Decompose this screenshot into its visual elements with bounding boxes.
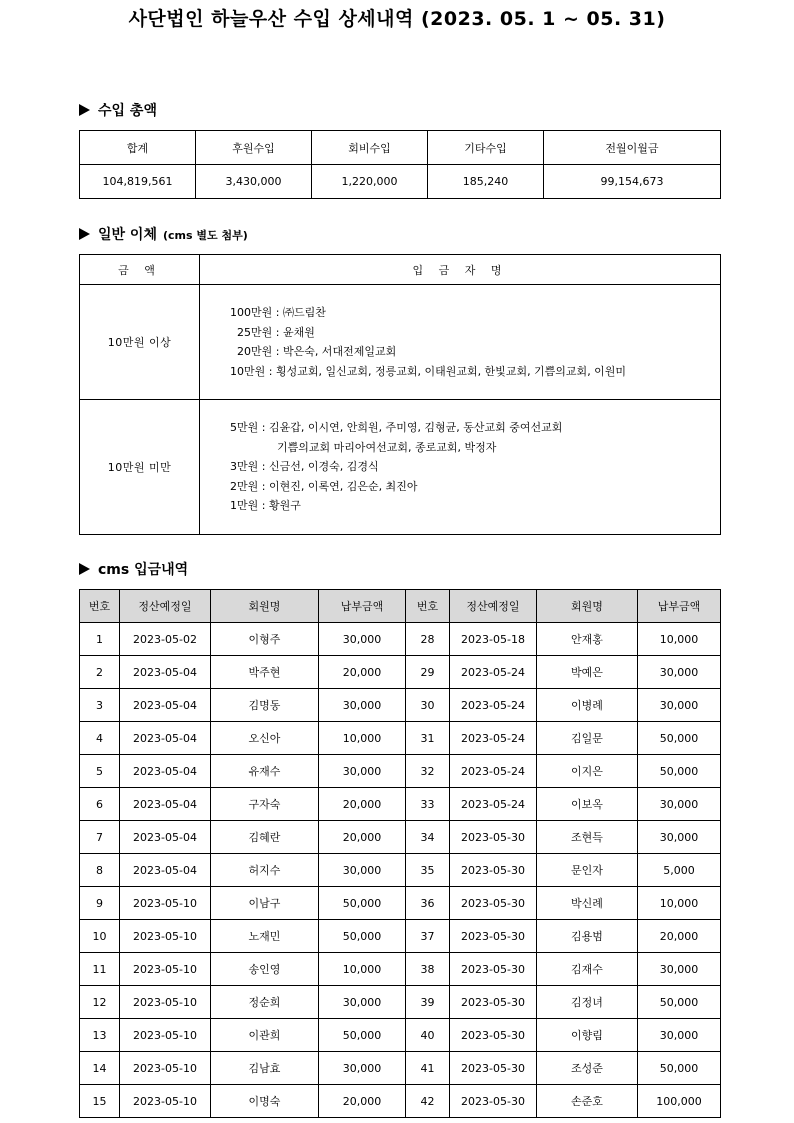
cms-header-cell: 납부금액 xyxy=(319,590,406,623)
table-cell: 2023-05-30 xyxy=(450,1085,537,1118)
general-row xyxy=(80,400,721,535)
table-cell: 안재홍 xyxy=(537,623,638,656)
summary-value-cell: 104,819,561 xyxy=(80,165,196,199)
table-cell: 15 xyxy=(80,1085,120,1118)
table-cell: 박신례 xyxy=(537,887,638,920)
table-cell: 이향림 xyxy=(537,1019,638,1052)
section-note: (cms 별도 첨부) xyxy=(162,229,248,242)
table-cell: 2023-05-30 xyxy=(450,986,537,1019)
table-cell: 10,000 xyxy=(638,623,721,656)
cms-header-cell: 정산예정일 xyxy=(120,590,211,623)
table-cell: 31 xyxy=(406,722,450,755)
table-cell: 30,000 xyxy=(319,689,406,722)
summary-value-cell: 99,154,673 xyxy=(544,165,721,199)
table-cell: 송인영 xyxy=(211,953,319,986)
table-cell: 이지은 xyxy=(537,755,638,788)
table-cell: 20,000 xyxy=(319,821,406,854)
table-cell: 2023-05-30 xyxy=(450,953,537,986)
table-cell: 구자숙 xyxy=(211,788,319,821)
cms-header-cell: 번호 xyxy=(406,590,450,623)
general-header-cell: 금 액 xyxy=(80,255,200,285)
table-cell: 2023-05-24 xyxy=(450,656,537,689)
table-cell: 2023-05-30 xyxy=(450,1052,537,1085)
table-cell: 5,000 xyxy=(638,854,721,887)
table-cell: 10,000 xyxy=(319,722,406,755)
table-row xyxy=(80,887,721,920)
table-cell: 문인자 xyxy=(537,854,638,887)
table-cell: 20,000 xyxy=(319,656,406,689)
summary-value-cell: 1,220,000 xyxy=(312,165,428,199)
table-cell: 30,000 xyxy=(638,689,721,722)
table-cell: 12 xyxy=(80,986,120,1019)
table-cell: 2023-05-10 xyxy=(120,1019,211,1052)
cms-header-cell: 회원명 xyxy=(537,590,638,623)
table-cell: 2023-05-24 xyxy=(450,689,537,722)
table-cell: 34 xyxy=(406,821,450,854)
table-cell: 1 xyxy=(80,623,120,656)
table-cell: 28 xyxy=(406,623,450,656)
table-cell: 정순희 xyxy=(211,986,319,1019)
table-cell: 50,000 xyxy=(319,887,406,920)
table-row xyxy=(80,689,721,722)
table-cell: 30,000 xyxy=(638,821,721,854)
table-cell: 2023-05-24 xyxy=(450,755,537,788)
table-row xyxy=(80,1085,721,1118)
table-cell: 37 xyxy=(406,920,450,953)
table-cell: 이관희 xyxy=(211,1019,319,1052)
table-cell: 김정녀 xyxy=(537,986,638,1019)
donor-line: 1만원 : 황원구 xyxy=(230,499,301,513)
general-header-cell: 입 금 자 명 xyxy=(200,255,721,285)
table-cell: 2023-05-30 xyxy=(450,887,537,920)
table-cell: 6 xyxy=(80,788,120,821)
table-cell: 32 xyxy=(406,755,450,788)
table-row xyxy=(80,920,721,953)
table-cell: 2023-05-10 xyxy=(120,986,211,1019)
general-names-cell xyxy=(200,400,721,535)
table-cell: 2023-05-04 xyxy=(120,755,211,788)
table-cell: 이명숙 xyxy=(211,1085,319,1118)
table-cell: 김일문 xyxy=(537,722,638,755)
general-row xyxy=(80,285,721,400)
donor-line: 20만원 : 박은숙, 서대전제일교회 xyxy=(230,345,397,358)
table-cell: 2023-05-04 xyxy=(120,821,211,854)
section-heading-general xyxy=(79,224,248,244)
general-amount-cell: 10만원 이상 xyxy=(80,285,200,400)
table-cell: 20,000 xyxy=(638,920,721,953)
table-cell: 33 xyxy=(406,788,450,821)
table-cell: 20,000 xyxy=(319,788,406,821)
table-cell: 30,000 xyxy=(319,755,406,788)
section-title: 수입 총액 xyxy=(98,103,157,119)
summary-header-cell: 합계 xyxy=(80,131,196,165)
table-cell: 이남구 xyxy=(211,887,319,920)
table-cell: 7 xyxy=(80,821,120,854)
table-cell: 2 xyxy=(80,656,120,689)
table-cell: 3 xyxy=(80,689,120,722)
table-cell: 10,000 xyxy=(638,887,721,920)
general-names-cell xyxy=(200,285,721,400)
table-cell: 허지수 xyxy=(211,854,319,887)
table-cell: 10,000 xyxy=(319,953,406,986)
table-cell: 36 xyxy=(406,887,450,920)
table-cell: 2023-05-18 xyxy=(450,623,537,656)
table-cell: 박주현 xyxy=(211,656,319,689)
table-cell: 2023-05-10 xyxy=(120,920,211,953)
donor-line: 5만원 : 김윤갑, 이시연, 안희원, 주미영, 김형균, 동산교회 중여선교회 xyxy=(230,421,563,435)
section-title: cms 입금내역 xyxy=(98,562,189,578)
table-cell: 오신아 xyxy=(211,722,319,755)
table-cell: 2023-05-04 xyxy=(120,656,211,689)
donor-line: 10만원 : 횡성교회, 일신교회, 정릉교회, 이태원교회, 한빛교회, 기쁨의교회, 이원미 xyxy=(230,364,627,378)
summary-header-cell: 회비수입 xyxy=(312,131,428,165)
table-cell: 35 xyxy=(406,854,450,887)
table-cell: 10 xyxy=(80,920,120,953)
table-cell: 김혜란 xyxy=(211,821,319,854)
donor-line: 2만원 : 이현진, 이록연, 김은순, 최진아 xyxy=(230,479,418,493)
table-cell: 41 xyxy=(406,1052,450,1085)
table-cell: 11 xyxy=(80,953,120,986)
table-cell: 30,000 xyxy=(319,854,406,887)
table-cell: 김용범 xyxy=(537,920,638,953)
table-cell: 김재수 xyxy=(537,953,638,986)
cms-header-cell: 납부금액 xyxy=(638,590,721,623)
table-cell: 2023-05-30 xyxy=(450,920,537,953)
section-heading-cms xyxy=(79,559,188,579)
page-title: 사단법인 하늘우산 수입 상세내역 (2023. 05. 1 ~ 05. 31) xyxy=(128,8,666,30)
table-cell: 29 xyxy=(406,656,450,689)
table-cell: 5 xyxy=(80,755,120,788)
triangle-bullet-icon xyxy=(79,104,90,116)
table-cell: 2023-05-10 xyxy=(120,953,211,986)
summary-header-row xyxy=(80,131,721,165)
table-cell: 박예은 xyxy=(537,656,638,689)
table-cell: 2023-05-04 xyxy=(120,689,211,722)
table-cell: 30,000 xyxy=(638,656,721,689)
table-cell: 30,000 xyxy=(638,788,721,821)
table-row xyxy=(80,656,721,689)
summary-table xyxy=(79,130,721,199)
table-cell: 2023-05-10 xyxy=(120,1085,211,1118)
table-cell: 2023-05-10 xyxy=(120,887,211,920)
table-cell: 2023-05-30 xyxy=(450,821,537,854)
table-row xyxy=(80,854,721,887)
table-cell: 9 xyxy=(80,887,120,920)
table-row xyxy=(80,755,721,788)
table-cell: 김명동 xyxy=(211,689,319,722)
cms-header-cell: 정산예정일 xyxy=(450,590,537,623)
table-cell: 2023-05-04 xyxy=(120,722,211,755)
table-cell: 이형주 xyxy=(211,623,319,656)
table-cell: 이병례 xyxy=(537,689,638,722)
table-cell: 38 xyxy=(406,953,450,986)
donor-line: 25만원 : 윤채원 xyxy=(230,325,315,339)
table-cell: 20,000 xyxy=(319,1085,406,1118)
table-cell: 50,000 xyxy=(638,1052,721,1085)
table-cell: 4 xyxy=(80,722,120,755)
table-cell: 40 xyxy=(406,1019,450,1052)
table-cell: 2023-05-30 xyxy=(450,1019,537,1052)
cms-header-row xyxy=(80,590,721,623)
table-cell: 조성준 xyxy=(537,1052,638,1085)
table-cell: 2023-05-24 xyxy=(450,788,537,821)
table-row xyxy=(80,1052,721,1085)
table-cell: 2023-05-24 xyxy=(450,722,537,755)
table-cell: 유재수 xyxy=(211,755,319,788)
table-cell: 50,000 xyxy=(638,755,721,788)
table-cell: 노재민 xyxy=(211,920,319,953)
table-cell: 2023-05-02 xyxy=(120,623,211,656)
table-row xyxy=(80,1019,721,1052)
donor-line: 기쁨의교회 마리아여선교회, 종로교회, 박정자 xyxy=(277,440,497,454)
cms-header-cell: 번호 xyxy=(80,590,120,623)
table-cell: 30,000 xyxy=(319,623,406,656)
table-row xyxy=(80,953,721,986)
table-row xyxy=(80,623,721,656)
summary-value-cell: 3,430,000 xyxy=(196,165,312,199)
general-amount-cell: 10만원 미만 xyxy=(80,400,200,535)
summary-header-cell: 후원수입 xyxy=(196,131,312,165)
table-cell: 100,000 xyxy=(638,1085,721,1118)
table-cell: 8 xyxy=(80,854,120,887)
table-cell: 2023-05-30 xyxy=(450,854,537,887)
table-cell: 30,000 xyxy=(638,1019,721,1052)
table-cell: 30,000 xyxy=(319,1052,406,1085)
table-cell: 50,000 xyxy=(638,986,721,1019)
table-cell: 13 xyxy=(80,1019,120,1052)
cms-deposit-table xyxy=(79,589,721,1118)
table-cell: 조현득 xyxy=(537,821,638,854)
summary-header-cell: 기타수입 xyxy=(428,131,544,165)
table-row xyxy=(80,821,721,854)
donor-line: 3만원 : 신금선, 이경숙, 김경식 xyxy=(230,460,379,474)
triangle-bullet-icon xyxy=(79,563,90,575)
general-transfer-table xyxy=(79,254,721,535)
section-title: 일반 이체 xyxy=(98,227,157,243)
table-cell: 50,000 xyxy=(638,722,721,755)
table-cell: 손준호 xyxy=(537,1085,638,1118)
table-cell: 50,000 xyxy=(319,920,406,953)
general-header-row xyxy=(80,255,721,285)
table-cell: 2023-05-10 xyxy=(120,1052,211,1085)
cms-header-cell: 회원명 xyxy=(211,590,319,623)
table-cell: 이보옥 xyxy=(537,788,638,821)
table-cell: 14 xyxy=(80,1052,120,1085)
table-cell: 30 xyxy=(406,689,450,722)
table-cell: 30,000 xyxy=(319,986,406,1019)
table-cell: 42 xyxy=(406,1085,450,1118)
table-cell: 2023-05-04 xyxy=(120,788,211,821)
table-cell: 김남효 xyxy=(211,1052,319,1085)
donor-line: 100만원 : ㈜드림찬 xyxy=(230,306,326,319)
table-cell: 39 xyxy=(406,986,450,1019)
section-heading-summary xyxy=(79,100,157,120)
summary-header-cell: 전월이월금 xyxy=(544,131,721,165)
table-row xyxy=(80,986,721,1019)
triangle-bullet-icon xyxy=(79,228,90,240)
table-cell: 30,000 xyxy=(638,953,721,986)
summary-value-row xyxy=(80,165,721,199)
table-cell: 2023-05-04 xyxy=(120,854,211,887)
table-row xyxy=(80,722,721,755)
table-row xyxy=(80,788,721,821)
summary-value-cell: 185,240 xyxy=(428,165,544,199)
table-cell: 50,000 xyxy=(319,1019,406,1052)
